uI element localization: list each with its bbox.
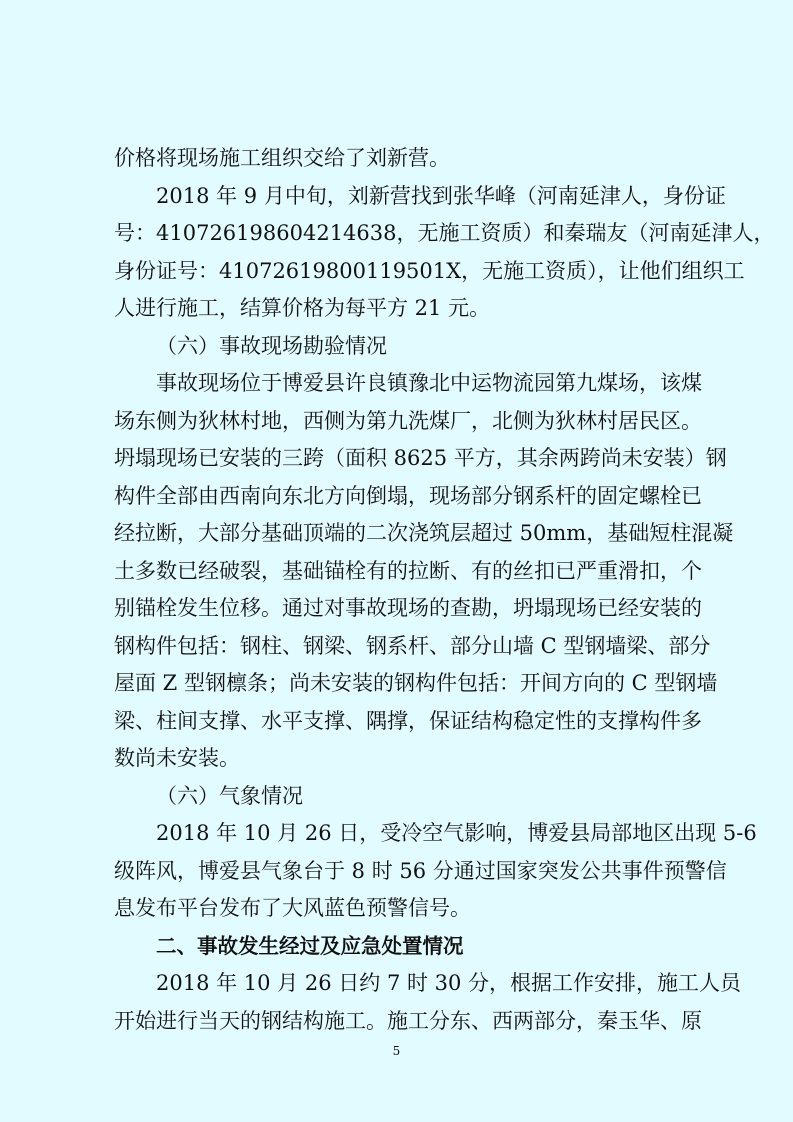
paragraph-line: 构件全部由西南向东北方向倒塌，现场部分钢系杆的固定螺栓已 — [114, 483, 702, 508]
paragraph-line: 数尚未安装。 — [114, 746, 240, 770]
paragraph-line: 别锚栓发生位移。通过对事故现场的查勘，坍塌现场已经安装的 — [114, 596, 702, 620]
paragraph-line: 2018 年 10 月 26 日约 7 时 30 分，根据工作安排，施工人员 — [156, 971, 742, 995]
paragraph-line: 梁、柱间支撑、水平支撑、隅撑，保证结构稳定性的支撑构件多 — [114, 708, 702, 733]
paragraph-line: 人进行施工，结算价格为每平方 21 元。 — [114, 296, 491, 320]
paragraph-line: 事故现场位于博爱县许良镇豫北中运物流园第九煤场，该煤 — [156, 371, 702, 395]
paragraph-line: 场东侧为狄林村地，西侧为第九洗煤厂，北侧为狄林村居民区。 — [114, 408, 702, 433]
paragraph-line: 经拉断，大部分基础顶端的二次浇筑层超过 50mm，基础短柱混凝 — [114, 521, 734, 545]
paragraph-line: 坍塌现场已安装的三跨（面积 8625 平方，其余两跨尚未安装）钢 — [114, 446, 727, 470]
paragraph-line: 号：410726198604214638，无施工资质）和秦瑞友（河南延津人， — [114, 221, 775, 245]
document-body — [114, 140, 775, 1040]
paragraph-line: 身份证号：41072619800119501X，无施工资质），让他们组织工 — [114, 258, 745, 283]
paragraph-line: 2018 年 9 月中旬，刘新营找到张华峰（河南延津人，身份证 — [156, 183, 726, 208]
section-heading: （六）气象情况 — [156, 783, 303, 808]
text-line: 价格将现场施工组织交给了刘新营。 — [114, 146, 450, 170]
paragraph-line: 开始进行当天的钢结构施工。施工分东、西两部分，秦玉华、原 — [114, 1008, 702, 1033]
page-number: 5 — [392, 1044, 401, 1058]
section-heading: （六）事故现场勘验情况 — [156, 333, 387, 358]
paragraph-line: 钢构件包括：钢柱、钢梁、钢系杆、部分山墙 C 型钢墙梁、部分 — [114, 633, 711, 658]
paragraph-line: 土多数已经破裂，基础锚栓有的拉断、有的丝扣已严重滑扣，个 — [114, 558, 702, 583]
paragraph-line: 息发布平台发布了大风蓝色预警信号。 — [114, 896, 471, 920]
paragraph-line: 2018 年 10 月 26 日，受冷空气影响，博爱县局部地区出现 5-6 — [156, 821, 757, 845]
paragraph-line: 屋面 Z 型钢檩条；尚未安装的钢构件包括：开间方向的 C 型钢墙 — [114, 671, 718, 695]
paragraph-line: 级阵风，博爱县气象台于 8 时 56 分通过国家突发公共事件预警信 — [114, 858, 727, 883]
chapter-heading: 二、事故发生经过及应急处置情况 — [156, 933, 464, 958]
